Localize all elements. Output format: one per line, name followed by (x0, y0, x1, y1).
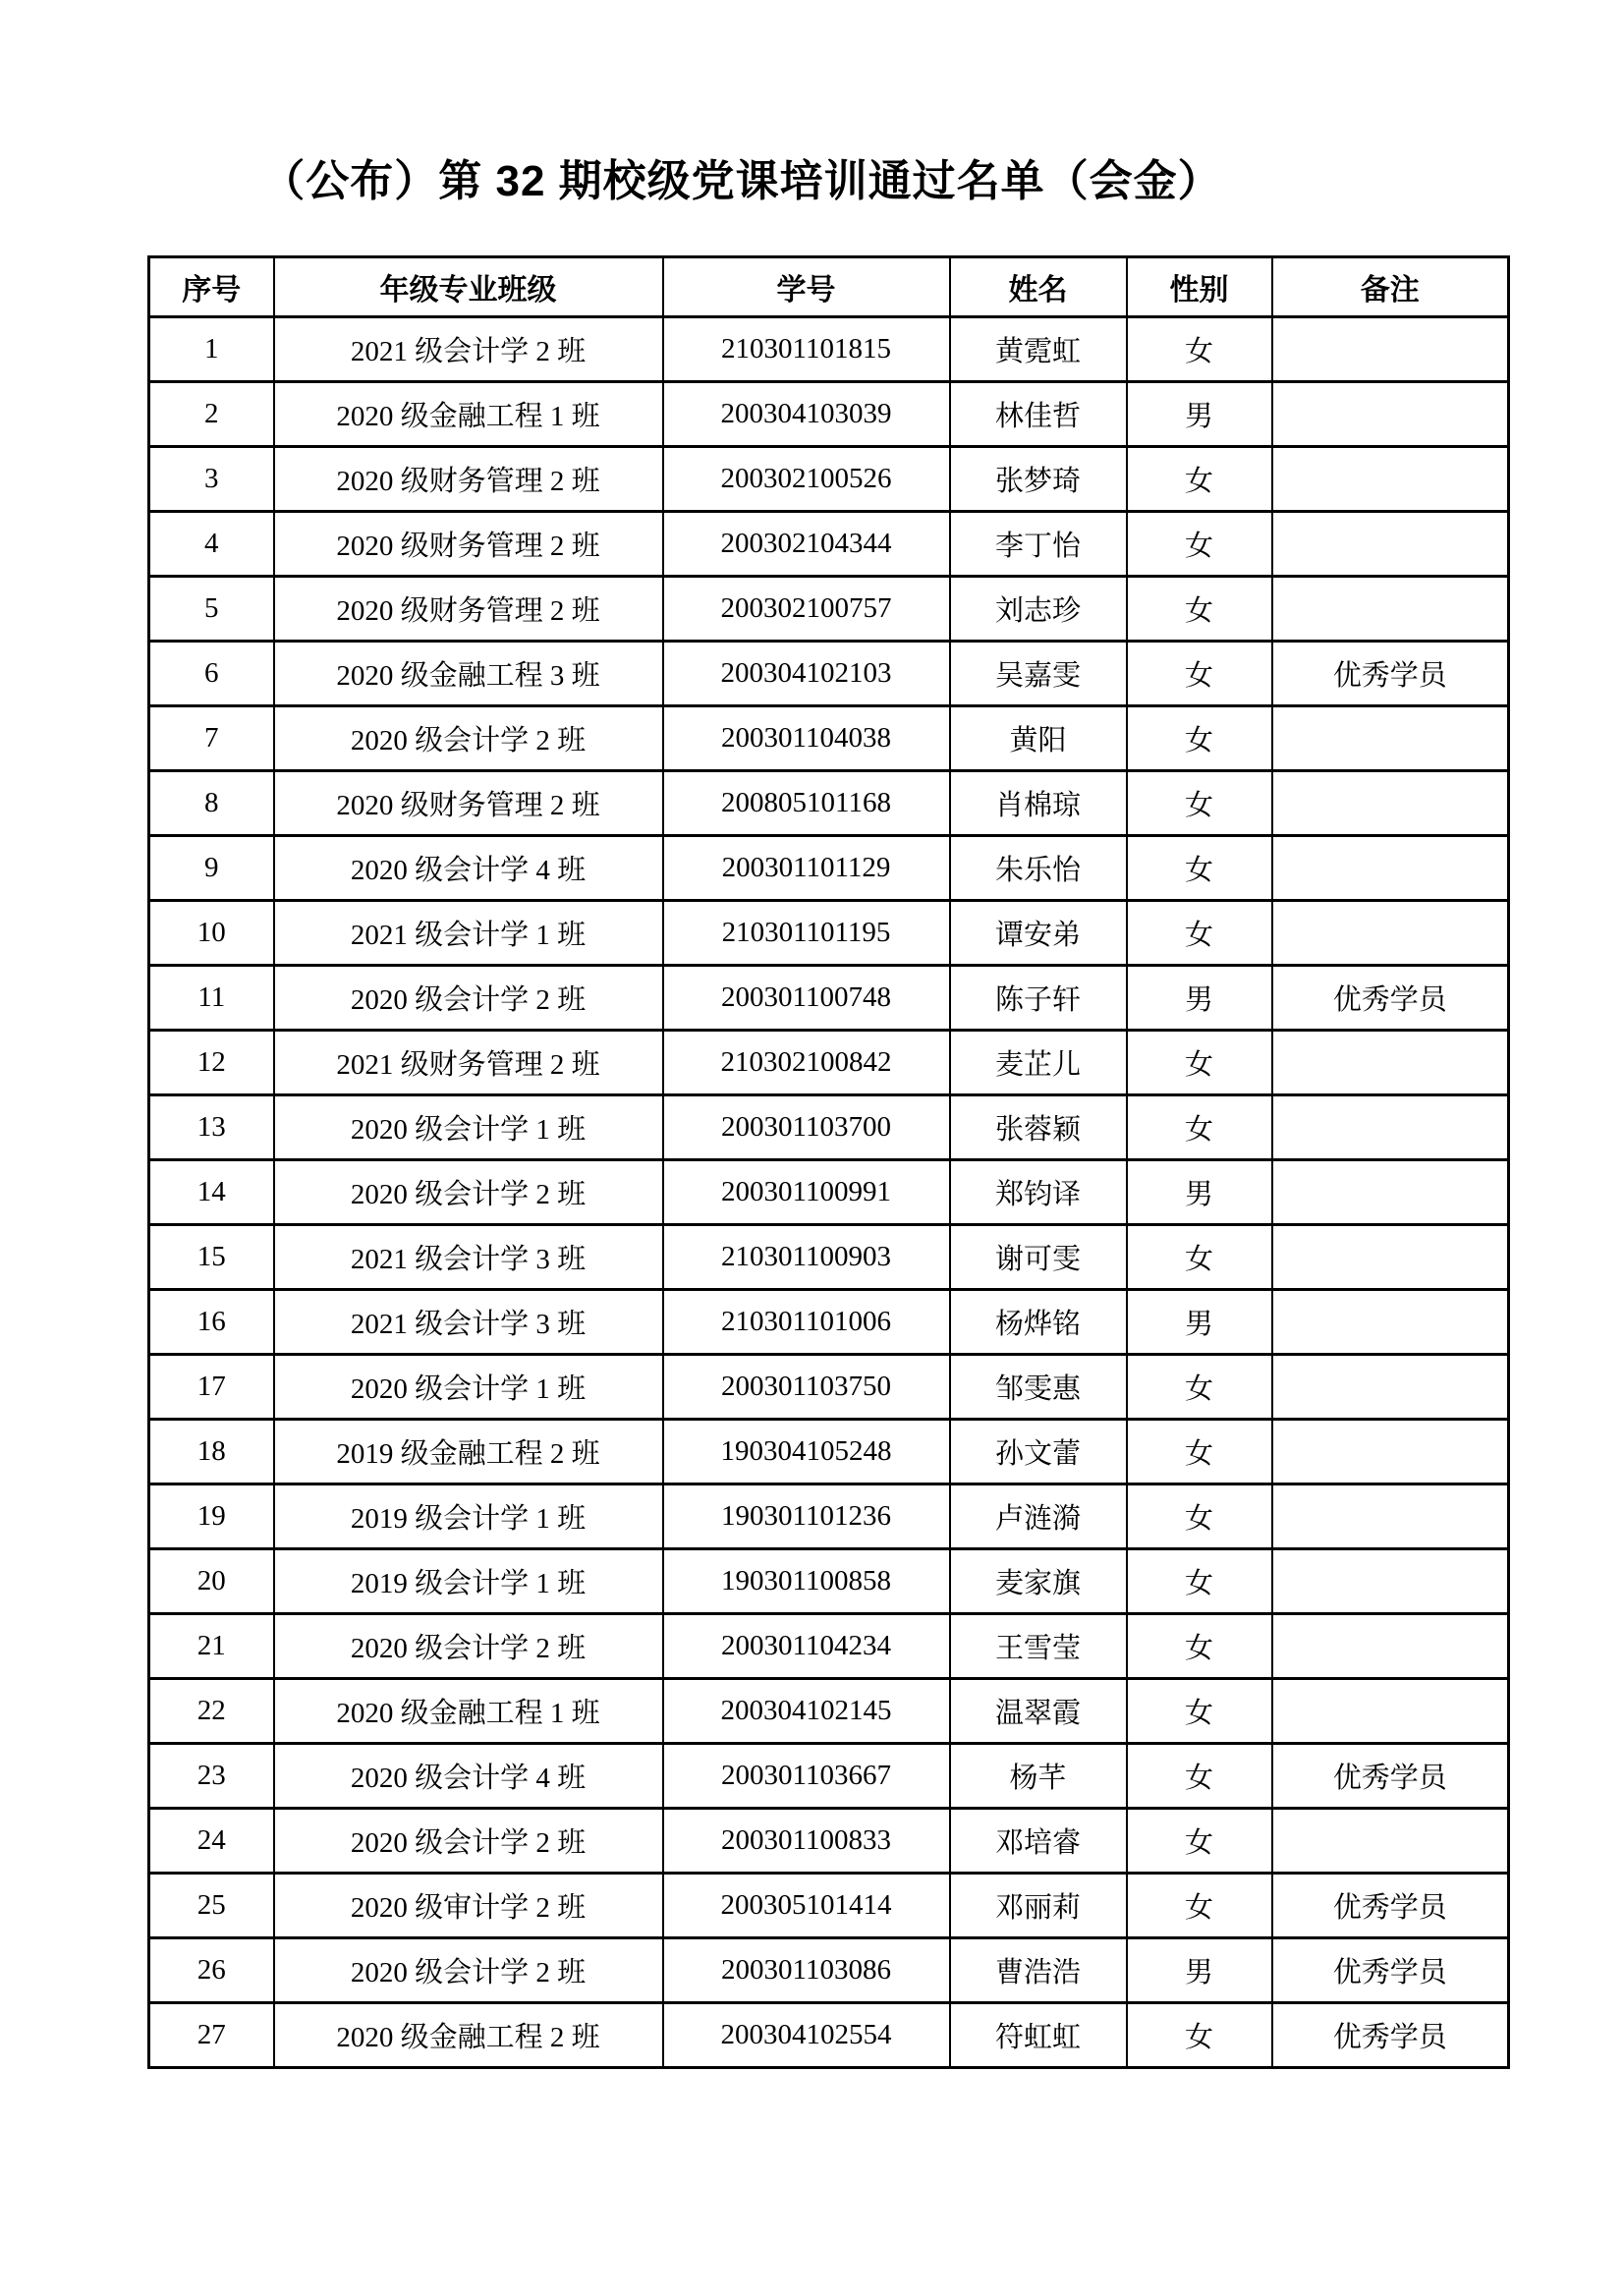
cell-student-id: 200302104344 (663, 512, 950, 577)
cell-name: 张梦琦 (950, 447, 1127, 512)
cell-gender: 男 (1127, 966, 1272, 1031)
cell-student-id: 190301100858 (663, 1549, 950, 1614)
cell-gender: 女 (1127, 1679, 1272, 1744)
cell-remark (1272, 1225, 1509, 1290)
cell-class: 2020 级会计学 2 班 (274, 706, 663, 771)
cell-no: 21 (149, 1614, 274, 1679)
cell-no: 11 (149, 966, 274, 1031)
cell-name: 邓丽莉 (950, 1874, 1127, 1938)
cell-no: 2 (149, 382, 274, 447)
table-row (149, 317, 1509, 382)
cell-student-id: 210301101195 (663, 901, 950, 966)
cell-class: 2020 级金融工程 1 班 (274, 382, 663, 447)
cell-class: 2020 级会计学 2 班 (274, 966, 663, 1031)
cell-name: 黄霓虹 (950, 317, 1127, 382)
cell-no: 25 (149, 1874, 274, 1938)
cell-class: 2019 级金融工程 2 班 (274, 1420, 663, 1484)
table-row (149, 1160, 1509, 1225)
cell-remark: 优秀学员 (1272, 2003, 1509, 2068)
cell-student-id: 200301103700 (663, 1095, 950, 1160)
header-student-id: 学号 (663, 257, 950, 317)
table-row (149, 901, 1509, 966)
cell-no: 19 (149, 1484, 274, 1549)
cell-remark: 优秀学员 (1272, 1938, 1509, 2003)
table-row (149, 1679, 1509, 1744)
header-class: 年级专业班级 (274, 257, 663, 317)
cell-class: 2019 级会计学 1 班 (274, 1549, 663, 1614)
cell-student-id: 190301101236 (663, 1484, 950, 1549)
cell-gender: 女 (1127, 1614, 1272, 1679)
cell-no: 12 (149, 1031, 274, 1095)
cell-name: 黄阳 (950, 706, 1127, 771)
cell-class: 2021 级会计学 1 班 (274, 901, 663, 966)
cell-gender: 女 (1127, 1874, 1272, 1938)
cell-class: 2020 级会计学 2 班 (274, 1809, 663, 1874)
cell-class: 2020 级会计学 4 班 (274, 836, 663, 901)
cell-name: 朱乐怡 (950, 836, 1127, 901)
cell-gender: 女 (1127, 1420, 1272, 1484)
cell-class: 2020 级金融工程 3 班 (274, 642, 663, 706)
table-row (149, 771, 1509, 836)
cell-gender: 女 (1127, 512, 1272, 577)
cell-no: 7 (149, 706, 274, 771)
cell-gender: 女 (1127, 1744, 1272, 1809)
header-remark: 备注 (1272, 257, 1509, 317)
cell-remark (1272, 1809, 1509, 1874)
cell-remark: 优秀学员 (1272, 642, 1509, 706)
cell-remark (1272, 1420, 1509, 1484)
cell-student-id: 200301100991 (663, 1160, 950, 1225)
table-row (149, 966, 1509, 1031)
cell-no: 14 (149, 1160, 274, 1225)
cell-no: 3 (149, 447, 274, 512)
cell-class: 2020 级财务管理 2 班 (274, 512, 663, 577)
table-row (149, 836, 1509, 901)
cell-remark: 优秀学员 (1272, 966, 1509, 1031)
cell-remark (1272, 512, 1509, 577)
cell-no: 24 (149, 1809, 274, 1874)
cell-name: 杨烨铭 (950, 1290, 1127, 1355)
cell-remark (1272, 901, 1509, 966)
table-row (149, 1874, 1509, 1938)
cell-no: 4 (149, 512, 274, 577)
cell-class: 2020 级会计学 2 班 (274, 1938, 663, 2003)
cell-student-id: 200302100526 (663, 447, 950, 512)
cell-class: 2021 级会计学 2 班 (274, 317, 663, 382)
cell-gender: 女 (1127, 447, 1272, 512)
table-row (149, 577, 1509, 642)
header-no: 序号 (149, 257, 274, 317)
cell-student-id: 200304102103 (663, 642, 950, 706)
cell-name: 李丁怡 (950, 512, 1127, 577)
cell-name: 谢可雯 (950, 1225, 1127, 1290)
cell-class: 2021 级财务管理 2 班 (274, 1031, 663, 1095)
cell-name: 吴嘉雯 (950, 642, 1127, 706)
table-row (149, 382, 1509, 447)
cell-remark: 优秀学员 (1272, 1874, 1509, 1938)
cell-student-id: 200301100748 (663, 966, 950, 1031)
cell-name: 麦芷儿 (950, 1031, 1127, 1095)
cell-name: 陈子轩 (950, 966, 1127, 1031)
cell-student-id: 200301104038 (663, 706, 950, 771)
cell-remark (1272, 1614, 1509, 1679)
cell-gender: 女 (1127, 1809, 1272, 1874)
cell-gender: 男 (1127, 1160, 1272, 1225)
cell-remark (1272, 1290, 1509, 1355)
cell-student-id: 200301103750 (663, 1355, 950, 1420)
cell-gender: 男 (1127, 1938, 1272, 2003)
cell-class: 2020 级金融工程 2 班 (274, 2003, 663, 2068)
cell-gender: 女 (1127, 1355, 1272, 1420)
cell-name: 邓培睿 (950, 1809, 1127, 1874)
cell-gender: 女 (1127, 642, 1272, 706)
cell-remark (1272, 1679, 1509, 1744)
table-row (149, 2003, 1509, 2068)
cell-remark (1272, 1549, 1509, 1614)
cell-gender: 女 (1127, 577, 1272, 642)
cell-gender: 女 (1127, 2003, 1272, 2068)
table-row (149, 642, 1509, 706)
cell-gender: 女 (1127, 771, 1272, 836)
cell-class: 2019 级会计学 1 班 (274, 1484, 663, 1549)
cell-class: 2020 级财务管理 2 班 (274, 577, 663, 642)
table-row (149, 706, 1509, 771)
table-body (149, 317, 1509, 2068)
cell-name: 谭安弟 (950, 901, 1127, 966)
cell-gender: 男 (1127, 382, 1272, 447)
cell-no: 1 (149, 317, 274, 382)
cell-student-id: 200304102554 (663, 2003, 950, 2068)
cell-remark: 优秀学员 (1272, 1744, 1509, 1809)
cell-remark (1272, 1095, 1509, 1160)
cell-no: 18 (149, 1420, 274, 1484)
table-row (149, 512, 1509, 577)
cell-name: 杨芊 (950, 1744, 1127, 1809)
cell-gender: 女 (1127, 1031, 1272, 1095)
cell-student-id: 200301100833 (663, 1809, 950, 1874)
cell-student-id: 210302100842 (663, 1031, 950, 1095)
cell-name: 林佳哲 (950, 382, 1127, 447)
cell-no: 5 (149, 577, 274, 642)
cell-remark (1272, 706, 1509, 771)
cell-no: 6 (149, 642, 274, 706)
cell-no: 9 (149, 836, 274, 901)
cell-student-id: 200301101129 (663, 836, 950, 901)
cell-remark (1272, 447, 1509, 512)
cell-name: 麦家旗 (950, 1549, 1127, 1614)
cell-class: 2020 级审计学 2 班 (274, 1874, 663, 1938)
cell-no: 16 (149, 1290, 274, 1355)
cell-name: 曹浩浩 (950, 1938, 1127, 2003)
cell-remark (1272, 1355, 1509, 1420)
cell-name: 郑钧译 (950, 1160, 1127, 1225)
cell-student-id: 200304103039 (663, 382, 950, 447)
table-row (149, 1549, 1509, 1614)
cell-student-id: 210301101006 (663, 1290, 950, 1355)
cell-name: 孙文蕾 (950, 1420, 1127, 1484)
cell-remark (1272, 1160, 1509, 1225)
cell-gender: 女 (1127, 317, 1272, 382)
table-head (149, 257, 1509, 317)
cell-no: 15 (149, 1225, 274, 1290)
cell-class: 2020 级财务管理 2 班 (274, 771, 663, 836)
table-row (149, 1355, 1509, 1420)
cell-class: 2020 级会计学 2 班 (274, 1160, 663, 1225)
table-row (149, 1290, 1509, 1355)
cell-name: 张蓉颖 (950, 1095, 1127, 1160)
cell-student-id: 200301103667 (663, 1744, 950, 1809)
cell-remark (1272, 771, 1509, 836)
table-row (149, 1809, 1509, 1874)
cell-gender: 女 (1127, 836, 1272, 901)
cell-class: 2020 级会计学 4 班 (274, 1744, 663, 1809)
table-row (149, 1484, 1509, 1549)
cell-gender: 女 (1127, 901, 1272, 966)
cell-remark (1272, 1031, 1509, 1095)
cell-class: 2021 级会计学 3 班 (274, 1290, 663, 1355)
cell-student-id: 190304105248 (663, 1420, 950, 1484)
cell-class: 2020 级财务管理 2 班 (274, 447, 663, 512)
cell-student-id: 200805101168 (663, 771, 950, 836)
cell-class: 2020 级会计学 2 班 (274, 1614, 663, 1679)
cell-remark (1272, 577, 1509, 642)
header-gender: 性别 (1127, 257, 1272, 317)
cell-student-id: 210301100903 (663, 1225, 950, 1290)
cell-gender: 女 (1127, 1095, 1272, 1160)
cell-remark (1272, 382, 1509, 447)
cell-class: 2020 级金融工程 1 班 (274, 1679, 663, 1744)
cell-name: 卢涟漪 (950, 1484, 1127, 1549)
cell-name: 邹雯惠 (950, 1355, 1127, 1420)
cell-no: 26 (149, 1938, 274, 2003)
roster-table (147, 255, 1510, 2069)
cell-student-id: 200301103086 (663, 1938, 950, 2003)
cell-no: 23 (149, 1744, 274, 1809)
cell-gender: 男 (1127, 1290, 1272, 1355)
cell-class: 2021 级会计学 3 班 (274, 1225, 663, 1290)
header-row (149, 257, 1509, 317)
cell-no: 10 (149, 901, 274, 966)
cell-name: 符虹虹 (950, 2003, 1127, 2068)
cell-name: 肖棉琼 (950, 771, 1127, 836)
cell-student-id: 200302100757 (663, 577, 950, 642)
table-row (149, 1614, 1509, 1679)
cell-gender: 女 (1127, 1484, 1272, 1549)
cell-name: 刘志珍 (950, 577, 1127, 642)
cell-name: 温翠霞 (950, 1679, 1127, 1744)
cell-student-id: 200301104234 (663, 1614, 950, 1679)
cell-student-id: 200305101414 (663, 1874, 950, 1938)
cell-no: 27 (149, 2003, 274, 2068)
cell-student-id: 200304102145 (663, 1679, 950, 1744)
table-row (149, 1938, 1509, 2003)
table-row (149, 1095, 1509, 1160)
table-row (149, 447, 1509, 512)
cell-no: 22 (149, 1679, 274, 1744)
cell-class: 2020 级会计学 1 班 (274, 1095, 663, 1160)
cell-gender: 女 (1127, 706, 1272, 771)
cell-gender: 女 (1127, 1225, 1272, 1290)
table-row (149, 1744, 1509, 1809)
cell-class: 2020 级会计学 1 班 (274, 1355, 663, 1420)
cell-remark (1272, 317, 1509, 382)
cell-name: 王雪莹 (950, 1614, 1127, 1679)
cell-gender: 女 (1127, 1549, 1272, 1614)
cell-no: 13 (149, 1095, 274, 1160)
table-row (149, 1225, 1509, 1290)
cell-no: 8 (149, 771, 274, 836)
cell-student-id: 210301101815 (663, 317, 950, 382)
page-title: （公布）第 32 期校级党课培训通过名单（会金） (261, 157, 1222, 205)
cell-remark (1272, 1484, 1509, 1549)
cell-no: 17 (149, 1355, 274, 1420)
cell-no: 20 (149, 1549, 274, 1614)
cell-remark (1272, 836, 1509, 901)
table-row (149, 1420, 1509, 1484)
table-row (149, 1031, 1509, 1095)
header-name: 姓名 (950, 257, 1127, 317)
